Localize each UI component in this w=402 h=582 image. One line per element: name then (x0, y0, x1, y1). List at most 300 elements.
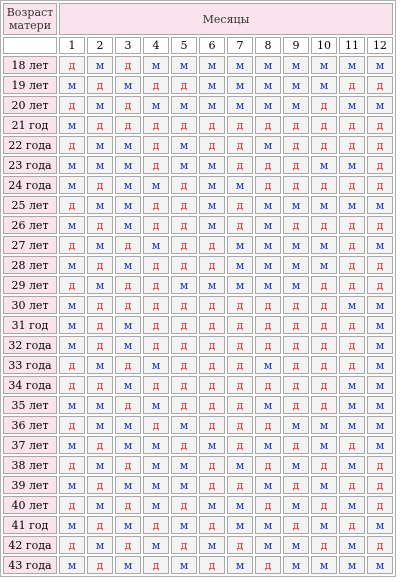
girl-cell: д (367, 456, 393, 474)
boy-cell: м (87, 236, 113, 254)
table-row (3, 396, 393, 414)
boy-cell: м (115, 556, 141, 574)
boy-cell: м (311, 516, 337, 534)
girl-cell: д (115, 356, 141, 374)
mother-age-cell: 24 года (3, 176, 57, 194)
girl-cell: д (255, 116, 281, 134)
boy-cell: м (367, 196, 393, 214)
girl-cell: д (199, 316, 225, 334)
boy-cell: м (283, 196, 309, 214)
boy-cell: м (87, 456, 113, 474)
table-row (3, 256, 393, 274)
boy-cell: м (87, 416, 113, 434)
boy-cell: м (59, 296, 85, 314)
boy-cell: м (171, 476, 197, 494)
boy-cell: м (143, 456, 169, 474)
girl-cell: д (115, 496, 141, 514)
girl-cell: д (171, 396, 197, 414)
boy-cell: м (339, 196, 365, 214)
girl-cell: д (143, 256, 169, 274)
girl-cell: д (367, 496, 393, 514)
mother-age-cell: 30 лет (3, 296, 57, 314)
girl-cell: д (143, 556, 169, 574)
girl-cell: д (199, 396, 225, 414)
girl-cell: д (171, 216, 197, 234)
boy-cell: м (115, 516, 141, 534)
boy-cell: м (367, 296, 393, 314)
boy-cell: м (255, 396, 281, 414)
mother-age-cell: 27 лет (3, 236, 57, 254)
girl-cell: д (367, 276, 393, 294)
boy-cell: м (255, 276, 281, 294)
girl-cell: д (171, 316, 197, 334)
girl-cell: д (59, 276, 85, 294)
boy-cell: м (255, 136, 281, 154)
mother-age-cell: 31 год (3, 316, 57, 334)
girl-cell: д (143, 276, 169, 294)
girl-cell: д (87, 376, 113, 394)
boy-cell: м (171, 56, 197, 74)
boy-cell: м (339, 296, 365, 314)
boy-cell: м (311, 56, 337, 74)
boy-cell: м (311, 416, 337, 434)
girl-cell: д (87, 316, 113, 334)
boy-cell: м (87, 96, 113, 114)
girl-cell: д (283, 136, 309, 154)
boy-cell: м (367, 336, 393, 354)
mother-age-cell: 20 лет (3, 96, 57, 114)
girl-cell: д (199, 376, 225, 394)
boy-cell: м (255, 236, 281, 254)
month-numbers-row (3, 37, 393, 54)
girl-cell: д (339, 236, 365, 254)
boy-cell: м (255, 256, 281, 274)
girl-cell: д (227, 416, 253, 434)
girl-cell: д (283, 376, 309, 394)
girl-cell: д (283, 336, 309, 354)
girl-cell: д (115, 236, 141, 254)
table-row (3, 276, 393, 294)
girl-cell: д (227, 316, 253, 334)
boy-cell: м (283, 456, 309, 474)
table-row (3, 156, 393, 174)
boy-cell: м (311, 156, 337, 174)
boy-cell: м (87, 396, 113, 414)
girl-cell: д (59, 196, 85, 214)
boy-cell: м (283, 56, 309, 74)
girl-cell: д (367, 256, 393, 274)
boy-cell: м (255, 436, 281, 454)
boy-cell: м (367, 416, 393, 434)
mother-age-cell: 21 год (3, 116, 57, 134)
boy-cell: м (311, 436, 337, 454)
boy-cell: м (255, 536, 281, 554)
girl-cell: д (171, 236, 197, 254)
boy-cell: м (339, 456, 365, 474)
girl-cell: д (227, 136, 253, 154)
mother-age-cell: 37 лет (3, 436, 57, 454)
boy-cell: м (339, 376, 365, 394)
boy-cell: м (227, 176, 253, 194)
table-row (3, 536, 393, 554)
girl-cell: д (311, 96, 337, 114)
girl-cell: д (199, 516, 225, 534)
boy-cell: м (339, 496, 365, 514)
table-row (3, 236, 393, 254)
boy-cell: м (115, 176, 141, 194)
boy-cell: м (199, 196, 225, 214)
boy-cell: м (283, 236, 309, 254)
girl-cell: д (199, 356, 225, 374)
boy-cell: м (283, 556, 309, 574)
girl-cell: д (311, 316, 337, 334)
table-row (3, 376, 393, 394)
mother-age-cell: 26 лет (3, 216, 57, 234)
girl-cell: д (339, 516, 365, 534)
girl-cell: д (143, 336, 169, 354)
table-row (3, 516, 393, 534)
boy-cell: м (59, 216, 85, 234)
girl-cell: д (283, 156, 309, 174)
girl-cell: д (311, 116, 337, 134)
table-row (3, 96, 393, 114)
boy-cell: м (115, 416, 141, 434)
girl-cell: д (227, 156, 253, 174)
boy-cell: м (199, 76, 225, 94)
boy-cell: м (59, 556, 85, 574)
boy-cell: м (171, 416, 197, 434)
girl-cell: д (87, 556, 113, 574)
girl-cell: д (171, 296, 197, 314)
girl-cell: д (59, 56, 85, 74)
girl-cell: д (339, 316, 365, 334)
girl-cell: д (171, 436, 197, 454)
girl-cell: д (283, 116, 309, 134)
girl-cell: д (199, 556, 225, 574)
girl-cell: д (255, 176, 281, 194)
month-number: 3 (115, 37, 141, 54)
mother-age-cell: 38 лет (3, 456, 57, 474)
boy-cell: м (87, 536, 113, 554)
girl-cell: д (115, 536, 141, 554)
month-number: 11 (339, 37, 365, 54)
girl-cell: д (311, 216, 337, 234)
girl-cell: д (367, 136, 393, 154)
boy-cell: м (367, 236, 393, 254)
girl-cell: д (339, 356, 365, 374)
mother-age-label-line: матери (8, 19, 52, 32)
girl-cell: д (227, 536, 253, 554)
boy-cell: м (255, 96, 281, 114)
boy-cell: м (227, 276, 253, 294)
boy-cell: м (143, 356, 169, 374)
girl-cell: д (367, 76, 393, 94)
girl-cell: д (339, 276, 365, 294)
girl-cell: д (87, 256, 113, 274)
table-row (3, 336, 393, 354)
girl-cell: д (283, 216, 309, 234)
boy-cell: м (199, 536, 225, 554)
boy-cell: м (255, 196, 281, 214)
boy-cell: м (59, 76, 85, 94)
boy-cell: м (143, 236, 169, 254)
boy-cell: м (227, 96, 253, 114)
girl-cell: д (255, 156, 281, 174)
girl-cell: д (227, 216, 253, 234)
girl-cell: д (199, 236, 225, 254)
table-row (3, 76, 393, 94)
mother-age-label-line: Возраст (6, 6, 54, 19)
girl-cell: д (255, 416, 281, 434)
girl-cell: д (59, 496, 85, 514)
table-row (3, 136, 393, 154)
girl-cell: д (339, 176, 365, 194)
boy-cell: м (283, 416, 309, 434)
table-row (3, 476, 393, 494)
girl-cell: д (199, 296, 225, 314)
girl-cell: д (115, 56, 141, 74)
girl-cell: д (227, 116, 253, 134)
girl-cell: д (115, 296, 141, 314)
boy-cell: м (115, 196, 141, 214)
month-number: 7 (227, 37, 253, 54)
month-number: 9 (283, 37, 309, 54)
girl-cell: д (311, 536, 337, 554)
table-row (3, 316, 393, 334)
mother-age-cell: 29 лет (3, 276, 57, 294)
table-row (3, 56, 393, 74)
girl-cell: д (367, 156, 393, 174)
mother-age-cell: 42 года (3, 536, 57, 554)
girl-cell: д (283, 436, 309, 454)
girl-cell: д (143, 136, 169, 154)
girl-cell: д (143, 116, 169, 134)
boy-cell: м (199, 56, 225, 74)
girl-cell: д (115, 96, 141, 114)
boy-cell: м (115, 216, 141, 234)
girl-cell: д (255, 496, 281, 514)
girl-cell: д (227, 336, 253, 354)
boy-cell: м (171, 96, 197, 114)
mother-age-cell: 35 лет (3, 396, 57, 414)
boy-cell: м (311, 476, 337, 494)
girl-cell: д (283, 356, 309, 374)
mother-age-cell: 36 лет (3, 416, 57, 434)
girl-cell: д (87, 296, 113, 314)
girl-cell: д (311, 136, 337, 154)
girl-cell: д (199, 256, 225, 274)
girl-cell: д (199, 136, 225, 154)
boy-cell: м (59, 336, 85, 354)
girl-cell: д (339, 436, 365, 454)
boy-cell: м (199, 96, 225, 114)
boy-cell: м (115, 476, 141, 494)
girl-cell: д (87, 176, 113, 194)
girl-cell: д (115, 396, 141, 414)
boy-cell: м (87, 196, 113, 214)
girl-cell: д (199, 476, 225, 494)
girl-cell: д (283, 396, 309, 414)
boy-cell: м (255, 76, 281, 94)
boy-cell: м (199, 216, 225, 234)
boy-cell: м (115, 76, 141, 94)
girl-cell: д (59, 356, 85, 374)
boy-cell: м (311, 256, 337, 274)
mother-age-cell: 39 лет (3, 476, 57, 494)
boy-cell: м (311, 236, 337, 254)
month-number: 5 (171, 37, 197, 54)
boy-cell: м (115, 376, 141, 394)
boy-cell: м (171, 516, 197, 534)
girl-cell: д (339, 336, 365, 354)
boy-cell: м (255, 56, 281, 74)
boy-cell: м (227, 256, 253, 274)
boy-cell: м (143, 396, 169, 414)
months-header: Месяцы (59, 3, 393, 35)
girl-cell: д (227, 476, 253, 494)
girl-cell: д (171, 536, 197, 554)
table-row (3, 496, 393, 514)
table-row (3, 456, 393, 474)
table-row (3, 436, 393, 454)
boy-cell: м (143, 56, 169, 74)
girl-cell: д (283, 176, 309, 194)
girl-cell: д (171, 196, 197, 214)
girl-cell: д (199, 416, 225, 434)
girl-cell: д (311, 276, 337, 294)
girl-cell: д (227, 196, 253, 214)
boy-cell: м (227, 516, 253, 534)
boy-cell: м (171, 136, 197, 154)
girl-cell: д (143, 316, 169, 334)
table-row (3, 116, 393, 134)
boy-cell: м (255, 356, 281, 374)
girl-cell: д (339, 476, 365, 494)
mother-age-cell: 18 лет (3, 56, 57, 74)
boy-cell: м (115, 336, 141, 354)
girl-cell: д (367, 116, 393, 134)
girl-cell: д (255, 296, 281, 314)
girl-cell: д (171, 356, 197, 374)
boy-cell: м (227, 456, 253, 474)
boy-cell: м (199, 176, 225, 194)
boy-cell: м (115, 156, 141, 174)
girl-cell: д (311, 336, 337, 354)
boy-cell: м (227, 76, 253, 94)
girl-cell: д (87, 436, 113, 454)
girl-cell: д (143, 516, 169, 534)
boy-cell: м (339, 416, 365, 434)
boy-cell: м (339, 556, 365, 574)
boy-cell: м (199, 496, 225, 514)
boy-cell: м (59, 256, 85, 274)
girl-cell: д (59, 416, 85, 434)
boy-cell: м (367, 356, 393, 374)
girl-cell: д (171, 176, 197, 194)
boy-cell: м (367, 316, 393, 334)
girl-cell: д (115, 276, 141, 294)
girl-cell: д (143, 76, 169, 94)
boy-cell: м (311, 196, 337, 214)
girl-cell: д (87, 76, 113, 94)
girl-cell: д (143, 296, 169, 314)
mother-age-cell: 43 года (3, 556, 57, 574)
boy-cell: м (283, 276, 309, 294)
boy-cell: м (367, 516, 393, 534)
girl-cell: д (311, 376, 337, 394)
girl-cell: д (171, 376, 197, 394)
girl-cell: д (255, 316, 281, 334)
boy-cell: м (255, 516, 281, 534)
girl-cell: д (367, 216, 393, 234)
boy-cell: м (311, 76, 337, 94)
boy-cell: м (255, 216, 281, 234)
boy-cell: м (87, 156, 113, 174)
girl-cell: д (227, 396, 253, 414)
girl-cell: д (171, 116, 197, 134)
girl-cell: д (87, 516, 113, 534)
boy-cell: м (283, 496, 309, 514)
girl-cell: д (339, 216, 365, 234)
girl-cell: д (367, 536, 393, 554)
girl-cell: д (367, 476, 393, 494)
girl-cell: д (283, 476, 309, 494)
header-row (3, 3, 393, 35)
girl-cell: д (143, 156, 169, 174)
girl-cell: д (283, 316, 309, 334)
girl-cell: д (311, 396, 337, 414)
boy-cell: м (171, 556, 197, 574)
boy-cell: м (339, 56, 365, 74)
mother-age-cell: 28 лет (3, 256, 57, 274)
boy-cell: м (367, 376, 393, 394)
girl-cell: д (311, 296, 337, 314)
girl-cell: д (227, 296, 253, 314)
month-number: 8 (255, 37, 281, 54)
table-row (3, 556, 393, 574)
mother-age-cell: 34 года (3, 376, 57, 394)
boy-cell: м (143, 496, 169, 514)
girl-cell: д (255, 456, 281, 474)
boy-cell: м (143, 436, 169, 454)
blank-corner-cell (3, 37, 57, 54)
boy-cell: м (59, 176, 85, 194)
boy-cell: м (59, 436, 85, 454)
boy-cell: м (227, 496, 253, 514)
boy-cell: м (59, 116, 85, 134)
girl-cell: д (59, 96, 85, 114)
boy-cell: м (171, 156, 197, 174)
table-row (3, 296, 393, 314)
boy-cell: м (171, 276, 197, 294)
boy-cell: м (367, 56, 393, 74)
girl-cell: д (87, 216, 113, 234)
girl-cell: д (143, 416, 169, 434)
boy-cell: м (199, 276, 225, 294)
girl-cell: д (311, 456, 337, 474)
boy-cell: м (143, 96, 169, 114)
boy-cell: м (367, 396, 393, 414)
boy-cell: м (199, 156, 225, 174)
boy-cell: м (87, 356, 113, 374)
girl-cell: д (115, 116, 141, 134)
boy-cell: м (227, 236, 253, 254)
girl-cell: д (255, 556, 281, 574)
mother-age-cell: 22 года (3, 136, 57, 154)
girl-cell: д (143, 216, 169, 234)
month-number: 4 (143, 37, 169, 54)
boy-cell: м (59, 476, 85, 494)
